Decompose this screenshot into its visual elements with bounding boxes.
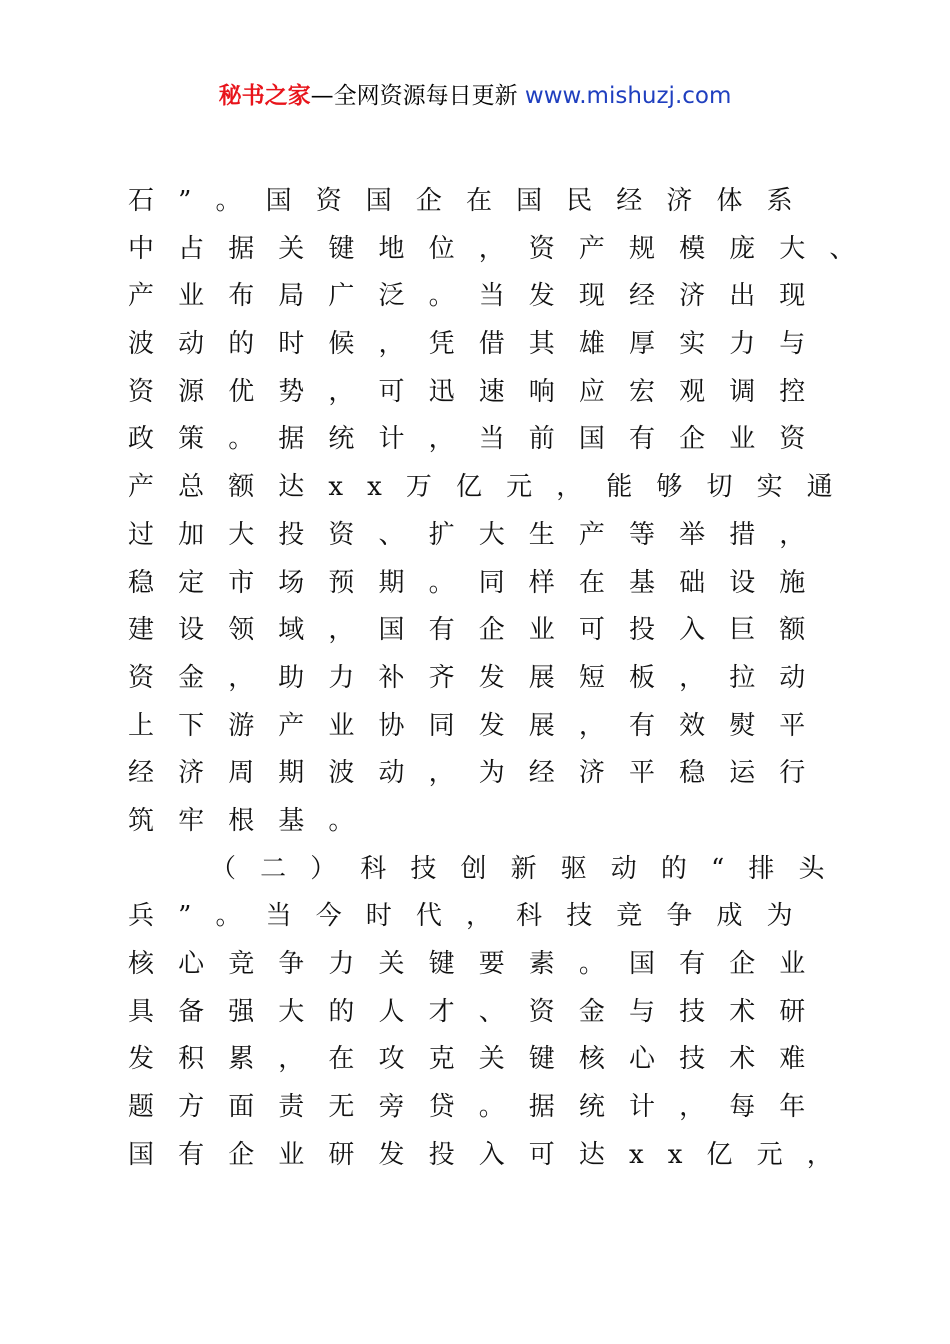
body-line: 中占据关键地位，资产规模庞大、: [128, 233, 880, 264]
body-line: 政策。据统计，当前国有企业资: [128, 424, 830, 455]
body-line: 上下游产业协同发展，有效熨平: [128, 710, 830, 741]
body-line: 发积累，在攻克关键核心技术难: [128, 1044, 830, 1075]
site-url-link[interactable]: www.mishuzj.com: [524, 83, 732, 109]
section-heading-line: （二）科技创新驱动的“排头: [210, 853, 849, 884]
body-line: 资金，助力补齐发展短板，拉动: [128, 662, 830, 693]
site-brand: 秘书之家: [218, 83, 311, 109]
body-line: 稳定市场预期。同样在基础设施: [128, 567, 830, 598]
body-line: 筑牢根基。: [128, 805, 379, 836]
body-line: 产业布局广泛。当发现经济出现: [128, 281, 830, 312]
site-tagline: —全网资源每日更新: [310, 83, 525, 109]
body-line: 经济周期波动，为经济平稳运行: [128, 758, 830, 789]
body-line: 石”。国资国企在国民经济体系: [128, 186, 817, 216]
body-line: 兵”。当今时代，科技竞争成为: [128, 901, 817, 932]
body-line: 核心竞争力关键要素。国有企业: [128, 949, 830, 979]
site-header: [0, 80, 950, 112]
document-body: [128, 178, 880, 1179]
body-line: 过加大投资、扩大生产等举措，: [128, 519, 830, 550]
body-line: 题方面责无旁贷。据统计，每年: [128, 1092, 830, 1123]
body-line: 产总额达xx万亿元，能够切实通: [128, 472, 857, 503]
body-line: 建设领域，国有企业可投入巨额: [128, 615, 830, 646]
body-line: 国有企业研发投入可达xx亿元，: [128, 1139, 857, 1170]
body-line: 波动的时候，凭借其雄厚实力与: [128, 329, 830, 360]
body-line: 具备强大的人才、资金与技术研: [128, 996, 830, 1027]
body-line: 资源优势，可迅速响应宏观调控: [128, 376, 830, 407]
